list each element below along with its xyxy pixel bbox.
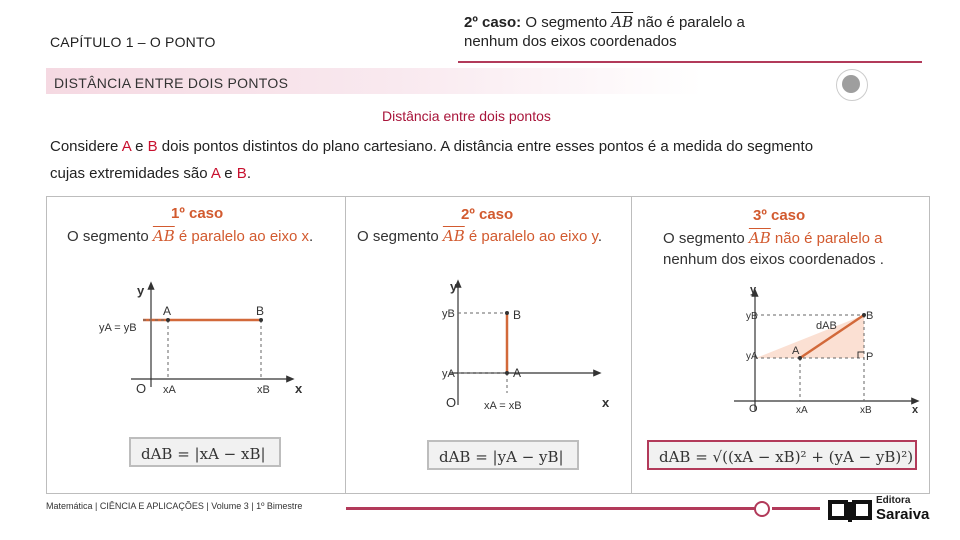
- top-case-line-2: nenhum dos eixos coordenados: [464, 33, 677, 50]
- origin-label: O: [446, 395, 457, 410]
- para-text: Considere: [50, 138, 122, 155]
- para-text: e: [220, 165, 237, 182]
- point-a-label: A: [210, 165, 221, 182]
- origin-label: O: [749, 403, 758, 415]
- xa-label: xA: [796, 405, 808, 416]
- case-3-formula: dAB = √((xA − xB)² + (yA − yB)²): [647, 440, 917, 470]
- ya-label: yA: [442, 368, 455, 380]
- xb-label: xB: [860, 405, 872, 416]
- para-text: .: [246, 165, 251, 182]
- para-text: cujas extremidades são: [50, 165, 211, 182]
- case-3-segment: $\overline{AB}$: [748, 229, 771, 247]
- top-case-label: 2º caso:: [464, 14, 522, 31]
- top-case-text: O segmento: [521, 14, 612, 31]
- label-p: P: [866, 351, 874, 363]
- footer-text: Matemática | CIÊNCIA E APLICAÇÕES | Volume 3 | 1º Bimestre: [46, 501, 303, 511]
- footer-ring: [754, 501, 770, 517]
- label-a: A: [163, 304, 172, 318]
- label-b: B: [866, 310, 874, 322]
- footer-rule: [346, 507, 756, 510]
- axis-label-y: y: [450, 279, 458, 294]
- logo-line-1: Editora: [876, 495, 911, 506]
- point-a: [166, 318, 170, 322]
- yb-label: yB: [746, 311, 758, 322]
- footer-rule-2: [772, 507, 820, 510]
- para-text: e: [130, 138, 148, 155]
- chapter-title: CAPÍTULO 1 – O PONTO: [50, 34, 216, 50]
- logo-line-2: Saraiva: [876, 506, 930, 523]
- decorative-dot: [842, 75, 860, 93]
- ya-label: yA: [746, 351, 758, 362]
- xb-label: xB: [257, 384, 270, 396]
- top-case-text-2: não é paralelo a: [633, 14, 745, 31]
- axis-label-y: y: [137, 283, 145, 298]
- origin-label: O: [136, 381, 147, 396]
- point-a: [505, 371, 509, 375]
- page-subtitle: Distância entre dois pontos: [382, 108, 551, 124]
- label-b: B: [256, 304, 265, 318]
- case-2-highlight: é paralelo ao eixo y: [464, 228, 598, 245]
- dab-label: dAB: [816, 320, 837, 332]
- header-rule: [458, 61, 922, 63]
- case-text: .: [309, 228, 314, 245]
- case-text: O segmento: [663, 230, 749, 247]
- case-3-description-line-2: nenhum dos eixos coordenados .: [663, 251, 884, 268]
- section-title: DISTÂNCIA ENTRE DOIS PONTOS: [54, 75, 289, 91]
- intro-paragraph: [50, 133, 910, 187]
- label-a: A: [792, 345, 800, 357]
- axis-label-x: x: [912, 404, 919, 416]
- case-text: O segmento: [67, 228, 153, 245]
- case-3-title: 3º caso: [753, 207, 806, 224]
- top-case-segment: $\overline{AB}$: [611, 13, 634, 31]
- xa-xb-label: xA = xB: [484, 400, 522, 412]
- axis-label-x: x: [295, 381, 303, 396]
- case-text: O segmento: [357, 228, 443, 245]
- para-text: dois pontos distintos do plano cartesiano. A distância entre esses pontos é a medida do segmento: [157, 138, 814, 155]
- saraiva-logo-icon: [826, 494, 874, 524]
- point-b: [259, 318, 263, 322]
- axis-label-y: y: [750, 284, 757, 296]
- yb-label: yB: [442, 308, 455, 320]
- case-1-title: 1º caso: [171, 205, 224, 222]
- top-case-note: [464, 13, 745, 51]
- case-1-highlight: é paralelo ao eixo x: [174, 228, 310, 245]
- case-text: .: [597, 228, 603, 245]
- case-3-highlight: não é paralelo a: [770, 230, 883, 247]
- point-b: [505, 311, 509, 315]
- case-2-title: 2º caso: [461, 206, 514, 223]
- xa-label: xA: [163, 384, 176, 396]
- point-b-label: B: [147, 138, 158, 155]
- point-b-label: B: [236, 165, 247, 182]
- label-a: A: [513, 366, 522, 380]
- case-1-formula: dAB = |xA − xB|: [129, 437, 281, 467]
- ya-yb-label: yA = yB: [99, 322, 137, 334]
- point-a-label: A: [121, 138, 131, 155]
- case-2-segment: $\overline{AB}$: [442, 227, 465, 245]
- cases-panel: [46, 196, 930, 494]
- axis-label-x: x: [602, 395, 610, 410]
- case-2-formula: dAB = |yA − yB|: [427, 440, 579, 470]
- label-b: B: [513, 308, 522, 322]
- case-1-segment: $\overline{AB}$: [152, 227, 175, 245]
